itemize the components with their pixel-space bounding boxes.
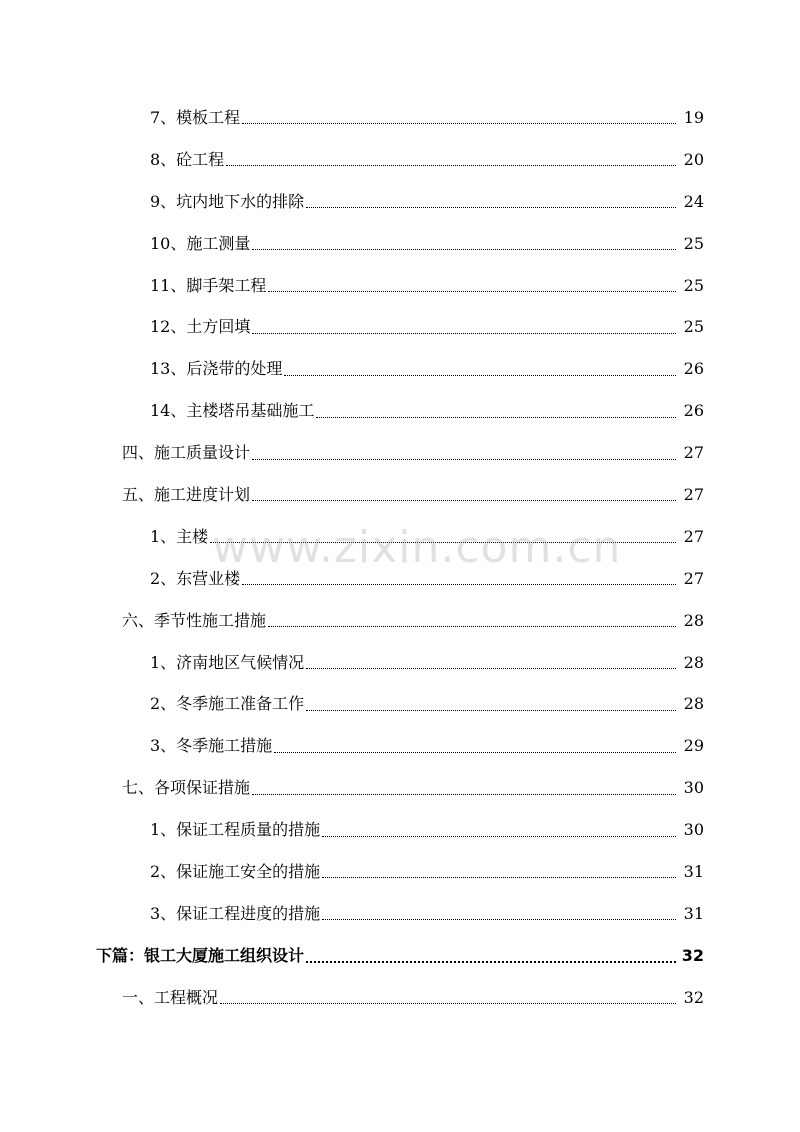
toc-entry[interactable] (0, 851, 800, 893)
toc-entry[interactable] (0, 977, 800, 1019)
toc-entry-page-number: 25 (683, 233, 704, 253)
toc-entry[interactable] (0, 600, 800, 642)
toc-entry-page-number: 31 (683, 903, 704, 923)
toc-dot-leader (220, 1003, 676, 1004)
toc-entry[interactable] (0, 935, 800, 977)
toc-entry[interactable] (0, 516, 800, 558)
toc-dot-leader (306, 710, 676, 711)
toc-entry-label: 四、施工质量设计 (122, 443, 251, 463)
toc-entry-page-number: 32 (681, 945, 704, 965)
toc-entry-label: 2、保证施工安全的措施 (150, 861, 321, 881)
toc-entry-page-number: 24 (683, 191, 704, 211)
toc-dot-leader (210, 542, 676, 543)
toc-entry-page-number: 25 (683, 275, 704, 295)
toc-dot-leader (274, 752, 676, 753)
toc-entry[interactable] (0, 725, 800, 767)
toc-dot-leader (322, 919, 676, 920)
toc-entry-label: 8、砼工程 (150, 149, 225, 169)
toc-entry-page-number: 27 (683, 568, 704, 588)
toc-dot-leader (306, 961, 676, 963)
toc-entry[interactable] (0, 809, 800, 851)
toc-entry[interactable] (0, 306, 800, 348)
toc-entry[interactable] (0, 181, 800, 223)
toc-dot-leader (284, 375, 676, 376)
toc-entry[interactable] (0, 642, 800, 684)
toc-entry-label: 3、保证工程进度的措施 (150, 903, 321, 923)
toc-dot-leader (268, 291, 676, 292)
toc-entry-label: 2、冬季施工准备工作 (150, 694, 305, 714)
toc-entry[interactable] (0, 432, 800, 474)
toc-dot-leader (316, 417, 676, 418)
toc-dot-leader (242, 123, 676, 124)
toc-entry-label: 七、各项保证措施 (122, 778, 251, 798)
toc-dot-leader (252, 459, 676, 460)
toc-entry[interactable] (0, 348, 800, 390)
toc-entry-page-number: 19 (683, 107, 704, 127)
toc-entry-label: 10、施工测量 (150, 233, 251, 253)
toc-entry[interactable] (0, 139, 800, 181)
toc-entry-page-number: 26 (683, 359, 704, 379)
toc-entry-label: 下篇：银工大厦施工组织设计 (96, 945, 305, 965)
toc-dot-leader (252, 500, 676, 501)
toc-entry-label: 14、主楼塔吊基础施工 (150, 401, 315, 421)
toc-entry-page-number: 27 (683, 526, 704, 546)
toc-entry[interactable] (0, 390, 800, 432)
toc-entry-label: 13、后浇带的处理 (150, 359, 283, 379)
toc-dot-leader (306, 668, 676, 669)
toc-entry-label: 12、土方回填 (150, 317, 251, 337)
toc-dot-leader (268, 626, 676, 627)
table-of-contents (0, 97, 800, 1019)
toc-dot-leader (252, 794, 676, 795)
toc-dot-leader (322, 877, 676, 878)
toc-entry-label: 1、主楼 (150, 526, 209, 546)
toc-dot-leader (306, 207, 676, 208)
toc-entry-page-number: 27 (683, 484, 704, 504)
toc-entry-label: 7、模板工程 (150, 107, 241, 127)
toc-entry-page-number: 28 (683, 610, 704, 630)
toc-entry-page-number: 30 (683, 778, 704, 798)
toc-entry-page-number: 30 (683, 820, 704, 840)
toc-entry-page-number: 31 (683, 861, 704, 881)
toc-entry-label: 六、季节性施工措施 (122, 610, 267, 630)
toc-dot-leader (242, 584, 676, 585)
toc-entry[interactable] (0, 767, 800, 809)
toc-entry-page-number: 20 (683, 149, 704, 169)
toc-entry[interactable] (0, 265, 800, 307)
toc-entry[interactable] (0, 893, 800, 935)
toc-entry-label: 1、保证工程质量的措施 (150, 820, 321, 840)
toc-dot-leader (322, 836, 676, 837)
toc-entry[interactable] (0, 223, 800, 265)
toc-entry-label: 1、济南地区气候情况 (150, 652, 305, 672)
toc-entry-label: 2、东营业楼 (150, 568, 241, 588)
toc-entry-page-number: 27 (683, 443, 704, 463)
toc-entry-page-number: 32 (683, 987, 704, 1007)
toc-entry-page-number: 28 (683, 694, 704, 714)
toc-entry-page-number: 28 (683, 652, 704, 672)
toc-entry-page-number: 29 (683, 736, 704, 756)
toc-entry-label: 3、冬季施工措施 (150, 736, 273, 756)
toc-entry[interactable] (0, 97, 800, 139)
toc-entry-page-number: 25 (683, 317, 704, 337)
toc-entry[interactable] (0, 558, 800, 600)
toc-entry-label: 五、施工进度计划 (122, 484, 251, 504)
toc-entry-label: 一、工程概况 (122, 987, 219, 1007)
toc-dot-leader (252, 249, 676, 250)
toc-dot-leader (252, 333, 676, 334)
toc-dot-leader (226, 165, 676, 166)
toc-entry-label: 11、脚手架工程 (150, 275, 267, 295)
toc-entry-label: 9、坑内地下水的排除 (150, 191, 305, 211)
toc-entry-page-number: 26 (683, 401, 704, 421)
toc-entry[interactable] (0, 683, 800, 725)
watermark: www.zixin.com.cn (212, 522, 622, 573)
toc-entry[interactable] (0, 474, 800, 516)
